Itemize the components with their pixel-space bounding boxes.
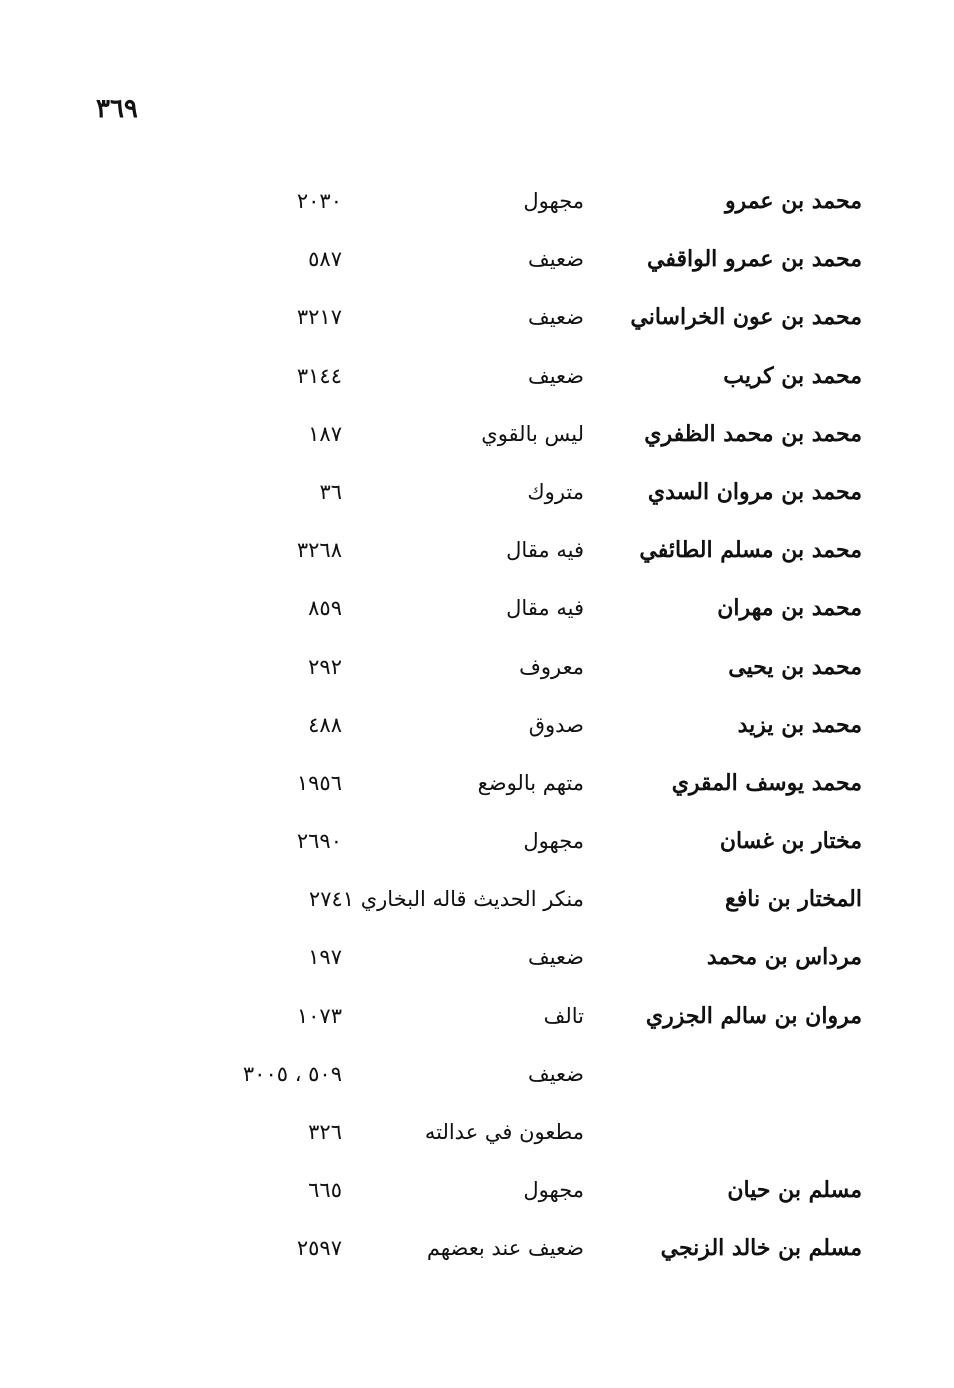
narrator-name: محمد بن عمرو [724, 188, 862, 214]
narrator-grade: متهم بالوضع [477, 770, 584, 795]
narrator-name: محمد بن محمد الظفري [644, 420, 862, 447]
reference-number: ٢٥٩٧ [296, 1236, 342, 1261]
narrator-name: مسلم بن خالد الزنجي [660, 1235, 862, 1262]
narrator-name: مروان بن سالم الجزري [645, 1002, 862, 1029]
reference-number: ٥٠٩ ، ٣٠٠٥ [242, 1061, 342, 1086]
page-number: ٣٦٩ [96, 94, 138, 124]
narrator-grade: متروك [527, 479, 584, 504]
list-item [0, 181, 954, 239]
list-item [0, 239, 954, 297]
list-item [0, 588, 954, 646]
narrator-name: محمد بن يحيى [728, 653, 862, 680]
list-item [0, 996, 954, 1054]
narrator-name: محمد بن مروان السدي [647, 478, 862, 505]
narrator-grade: معروف [519, 654, 584, 679]
narrator-grade: ضعيف [527, 1061, 584, 1086]
list-item [0, 297, 954, 355]
reference-number: ٤٨٨ [308, 712, 342, 737]
list-item [0, 879, 954, 937]
reference-number: ١٩٥٦ [296, 770, 342, 795]
reference-number: ٥٨٧ [308, 247, 342, 272]
narrator-name: محمد بن مهران [717, 595, 862, 622]
list-item [0, 647, 954, 705]
narrator-grade: ضعيف عند بعضهم [426, 1236, 584, 1261]
list-item [0, 472, 954, 530]
narrator-name: محمد بن كريب [723, 362, 862, 389]
reference-number: ١٨٧ [308, 421, 342, 446]
narrator-grade: منكر الحديث قاله البخاري ٢٧٤١ [308, 887, 584, 912]
list-item [0, 821, 954, 879]
narrator-grade: ضعيف [527, 363, 584, 388]
narrator-name: محمد بن يزيد [737, 711, 862, 738]
narrator-name: المختار بن نافع [725, 886, 862, 913]
narrator-grade: ضعيف [527, 247, 584, 272]
narrator-grade: مجهول [523, 189, 584, 213]
list-item [0, 1170, 954, 1228]
narrator-name: محمد بن عون الخراساني [630, 304, 862, 331]
list-item [0, 705, 954, 763]
narrator-grade: مجهول [523, 829, 584, 854]
narrator-grade: ليس بالقوي [481, 421, 584, 446]
reference-number: ٨٥٩ [308, 596, 342, 621]
narrator-grade: ضعيف [527, 945, 584, 970]
narrator-name: مسلم بن حيان [727, 1177, 862, 1204]
reference-number: ١٩٧ [308, 945, 342, 970]
narrator-name [542, 1054, 862, 1094]
reference-number: ١٠٧٣ [296, 1003, 342, 1028]
reference-number: ٣٢١٧ [296, 305, 342, 330]
narrator-name: مرداس بن محمد [706, 944, 862, 971]
reference-number: ٣٦ [319, 479, 342, 504]
reference-number: ٢٠٣٠ [296, 189, 342, 213]
narrator-name: محمد بن مسلم الطائفي [639, 537, 862, 564]
list-item [0, 1112, 954, 1170]
reference-number: ٣١٤٤ [296, 363, 342, 388]
reference-number [182, 879, 342, 919]
list-item [0, 1054, 954, 1112]
list-item [0, 414, 954, 472]
list-item [0, 530, 954, 588]
list-item [0, 356, 954, 414]
narrator-name: محمد يوسف المقري [671, 769, 862, 796]
narrator-grade: فيه مقال [506, 596, 584, 621]
narrator-name: مختار بن غسان [719, 828, 862, 855]
narrator-grade: ضعيف [527, 305, 584, 330]
narrator-name: محمد بن عمرو الواقفي [647, 246, 862, 273]
list-item [0, 937, 954, 995]
reference-number: ٣٢٦ [308, 1120, 342, 1144]
reference-number: ٦٦٥ [308, 1178, 342, 1203]
narrator-grade: تالف [543, 1003, 584, 1028]
narrator-grade: فيه مقال [506, 538, 584, 563]
reference-number: ٢٦٩٠ [296, 829, 342, 854]
narrator-list [0, 181, 954, 1287]
reference-number: ٣٢٦٨ [296, 538, 342, 563]
reference-number: ٢٩٢ [308, 654, 342, 679]
narrator-name [542, 1112, 862, 1152]
narrator-grade: مطعون في عدالته [424, 1120, 584, 1144]
list-item [0, 1228, 954, 1286]
narrator-grade: صدوق [528, 712, 584, 737]
narrator-grade: مجهول [523, 1178, 584, 1203]
list-item [0, 763, 954, 821]
